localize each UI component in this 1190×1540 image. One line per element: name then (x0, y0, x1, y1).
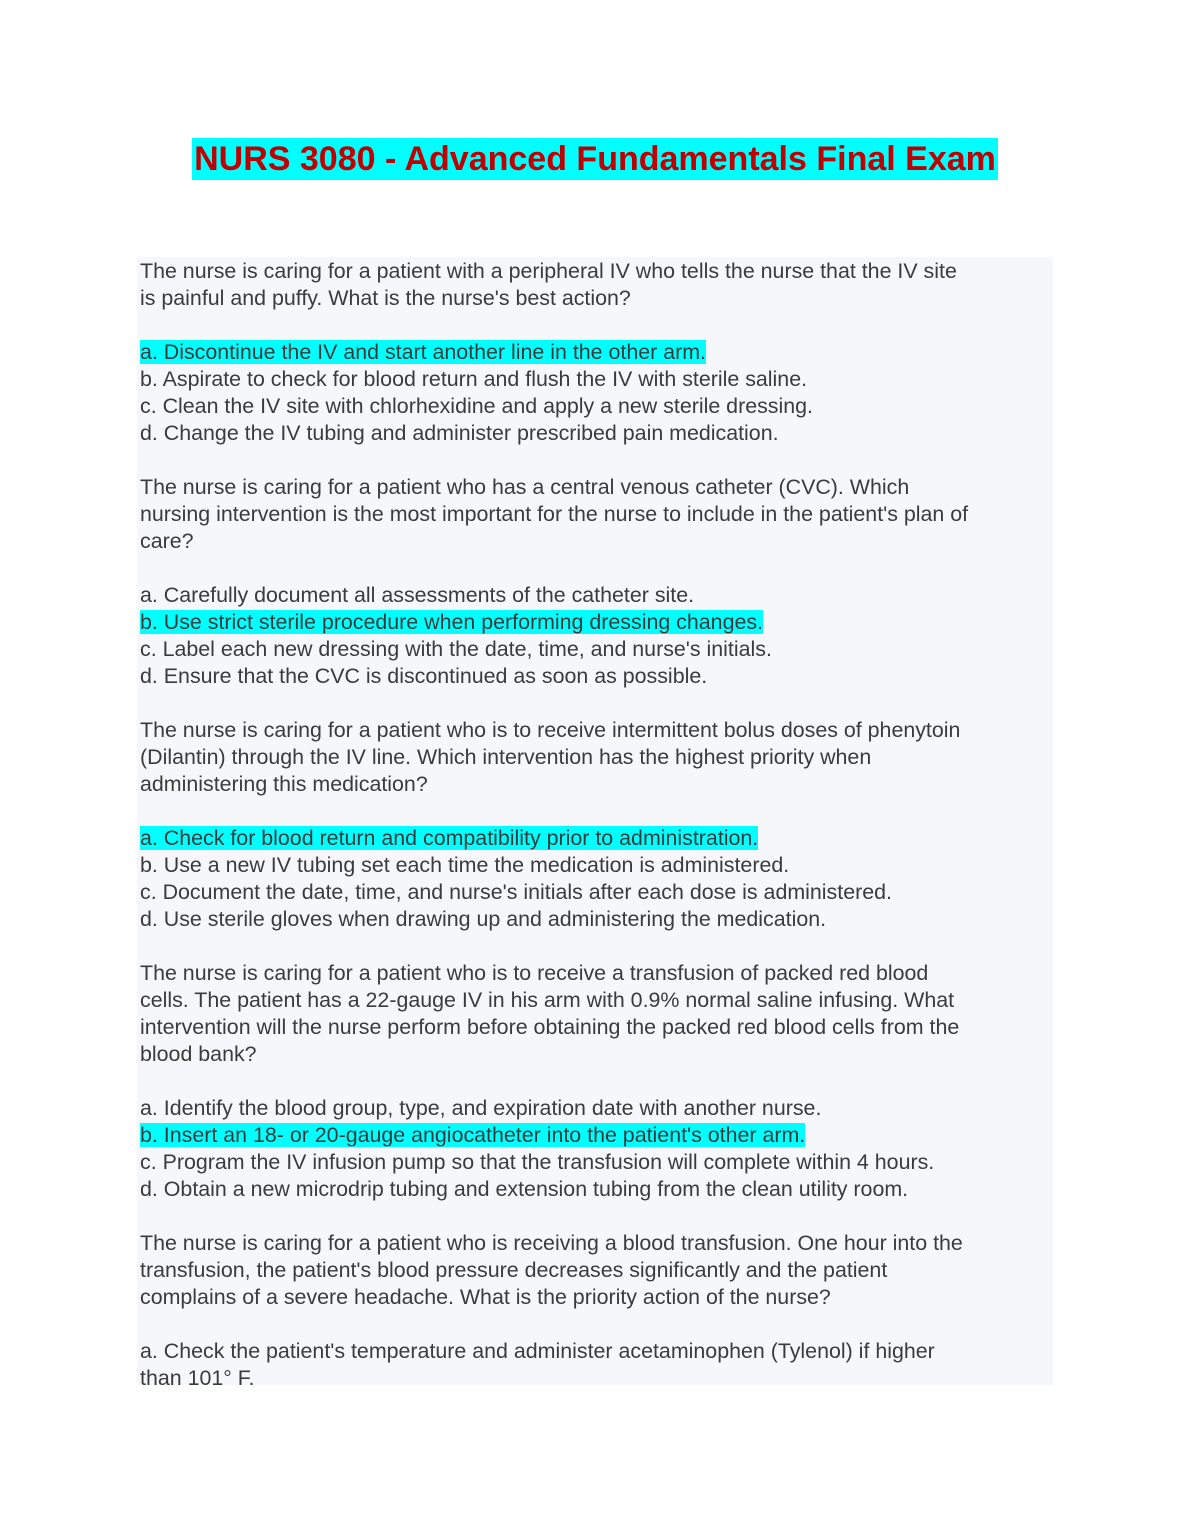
answer-option-highlighted (140, 339, 1053, 366)
question-block (140, 258, 1053, 447)
answer-option (140, 582, 1053, 609)
answer-option-text: c. Label each new dressing with the date, time, and nurse's initials. (140, 637, 772, 661)
answer-option-text: d. Change the IV tubing and administer prescribed pain medication. (140, 421, 779, 445)
answer-option (140, 906, 1053, 933)
answer-option-text: b. Use strict sterile procedure when performing dressing changes. (140, 610, 764, 634)
page-title: NURS 3080 - Advanced Fundamentals Final Exam (194, 140, 996, 178)
question-block (140, 960, 1053, 1203)
answer-option-text: b. Aspirate to check for blood return and flush the IV with sterile saline. (140, 367, 808, 391)
answer-option-text: a. Check for blood return and compatibility prior to administration. (140, 826, 759, 850)
page-title-wrap (0, 138, 1190, 180)
answer-option (140, 366, 1053, 393)
answer-option (140, 1149, 1053, 1176)
answer-option-text: a. Discontinue the IV and start another line in the other arm. (140, 340, 706, 364)
answer-option-text: a. Carefully document all assessments of the catheter site. (140, 583, 695, 607)
answer-option (140, 636, 1053, 663)
answer-option-highlighted (140, 609, 1053, 636)
question-stem: The nurse is caring for a patient who is to receive intermittent bolus doses of phenytoin (Dilantin) through the IV line. Which intervention has the highest priority when administering this medication? (140, 718, 961, 796)
answer-option-highlighted (140, 825, 1053, 852)
answer-option (140, 420, 1053, 447)
answer-option (140, 1095, 1053, 1122)
answer-option-text: d. Obtain a new microdrip tubing and extension tubing from the clean utility room. (140, 1177, 909, 1201)
question-panel (137, 257, 1053, 1385)
question-stem: The nurse is caring for a patient who is receiving a blood transfusion. One hour into the transfusion, the patient's blood pressure decreases significantly and the patient complains of a severe headache. What is the priority action of the nurse? (140, 1231, 963, 1309)
answer-option (140, 852, 1053, 879)
answer-option-text: b. Insert an 18- or 20-gauge angiocatheter into the patient's other arm. (140, 1123, 806, 1147)
answer-option (140, 879, 1053, 906)
question-list (140, 258, 1053, 1385)
question-stem: The nurse is caring for a patient with a peripheral IV who tells the nurse that the IV site is painful and puffy. What is the nurse's best action? (140, 259, 957, 310)
question-block (140, 1230, 1053, 1385)
question-stem: The nurse is caring for a patient who is to receive a transfusion of packed red blood cells. The patient has a 22-gauge IV in his arm with 0.9% normal saline infusing. What intervention will the nurse perform before obtaining the packed red blood cells from the blood bank? (140, 961, 960, 1066)
answer-option (140, 663, 1053, 690)
answer-option (140, 393, 1053, 420)
answer-option-text: c. Clean the IV site with chlorhexidine and apply a new sterile dressing. (140, 394, 813, 418)
question-stem: The nurse is caring for a patient who has a central venous catheter (CVC). Which nursing intervention is the most important for the nurse to include in the patient's plan of care? (140, 475, 969, 553)
answer-option-text: d. Use sterile gloves when drawing up and administering the medication. (140, 907, 827, 931)
answer-option (140, 1176, 1053, 1203)
answer-option-highlighted (140, 1122, 1053, 1149)
answer-option-text: b. Use a new IV tubing set each time the medication is administered. (140, 853, 790, 877)
answer-option-text: a. Check the patient's temperature and administer acetaminophen (Tylenol) if higher than 101° F. (140, 1339, 935, 1385)
answer-option-text: a. Identify the blood group, type, and expiration date with another nurse. (140, 1096, 822, 1120)
answer-option (140, 1338, 1053, 1385)
answer-option-text: c. Program the IV infusion pump so that the transfusion will complete within 4 hours. (140, 1150, 935, 1174)
question-block (140, 474, 1053, 690)
question-block (140, 717, 1053, 933)
answer-option-text: c. Document the date, time, and nurse's initials after each dose is administered. (140, 880, 892, 904)
answer-option-text: d. Ensure that the CVC is discontinued as soon as possible. (140, 664, 708, 688)
